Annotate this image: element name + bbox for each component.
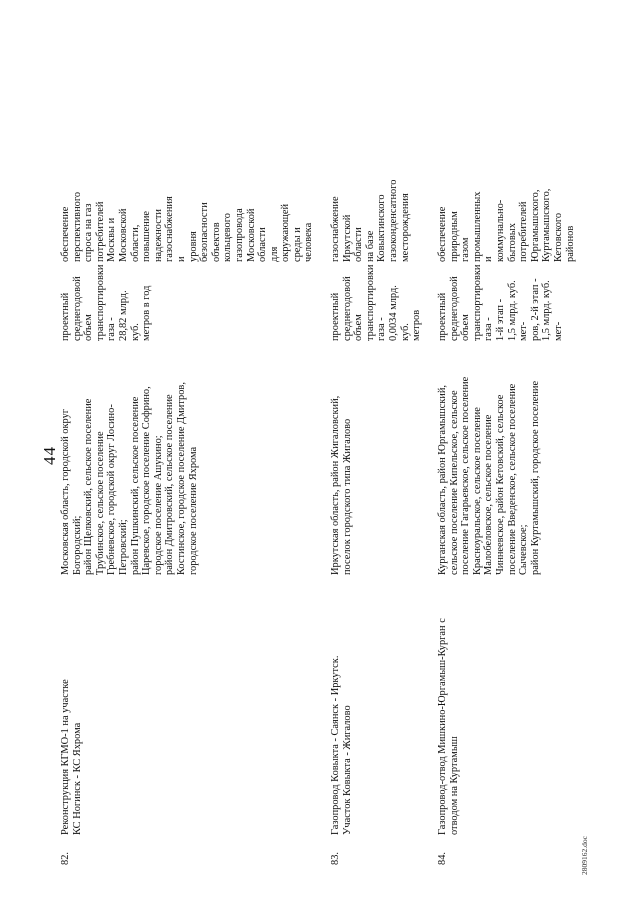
rotated-content bbox=[40, 35, 600, 875]
object-location: Иркутская область, район Жигаловский, поселок городского типа Жигалово bbox=[330, 395, 353, 575]
object-purpose: обеспечение перспективного спроса на газ потребителей Москвы и Московской области, повышение надежности газоснабжения и уровня безопасности объектов кольцевого газопровода Московской области для окружающей среды и человека bbox=[60, 191, 315, 262]
object-purpose: обеспечение природным газом промышленных и коммунально- бытовых потребителей Юргамышского, Куртамышского, Кетовского районов bbox=[437, 188, 576, 262]
object-volume: проектный среднегодовой объем транспортировки газа - 0,0034 млрд. куб. метров bbox=[330, 264, 423, 341]
object-location: Московская область, городской округ Богородский; район Щелковский, сельское поселение Трубинское, сельское поселение Гребневское, городской округ Лосино- Петровский; район Пушкинский, сельское поселение Царевское, городское поселение Софрино, городское поселение Ашукино; район Дмитровский, сельское поселение Костинское, городское поселение Дмитров, городское поселение Яхрома bbox=[60, 382, 199, 575]
object-name: Газопровод-отвод Мишкино-Юргамыш-Курган с отводом на Куртамыш bbox=[437, 618, 460, 835]
object-location: Курганская область, район Юргамышский, сельское поселение Кипельское, сельское поселение Гагарьевское, сельское поселение Красноуральское, сельское поселение Малобеловское, сельское поселение Чиннеевское, район Кетовский, сельское поселение Введенское, сельское поселение Сычевское; район Куртамышский, городское поселение bbox=[437, 376, 541, 575]
object-volume: проектный среднегодовой объем транспортировки газа - 1-й этап - 1,5 млрд. куб. мет- ров, 2-й этап - 1,5 млрд. куб. мет- bbox=[437, 264, 564, 341]
object-volume: проектный среднегодовой объем транспортировки газа - 28,82 млрд. куб. метров в год bbox=[60, 264, 153, 341]
page-number: 44 bbox=[40, 446, 59, 465]
row-number: 84. bbox=[437, 852, 448, 865]
row-number: 83. bbox=[330, 852, 341, 865]
object-purpose: газоснабжение Иркутской области на базе Ковыктинского газоконденсатного месторождения bbox=[330, 179, 411, 262]
object-name: Реконструкция КГМО-1 на участке КС Ногинск - КС Яхрома bbox=[60, 679, 83, 835]
footer-filename: 2809162.doc bbox=[580, 836, 589, 875]
object-name: Газопровод Ковыкта - Саянск - Иркутск. Участок Ковыкта - Жигалово bbox=[330, 655, 353, 835]
row-number: 82. bbox=[60, 852, 71, 865]
